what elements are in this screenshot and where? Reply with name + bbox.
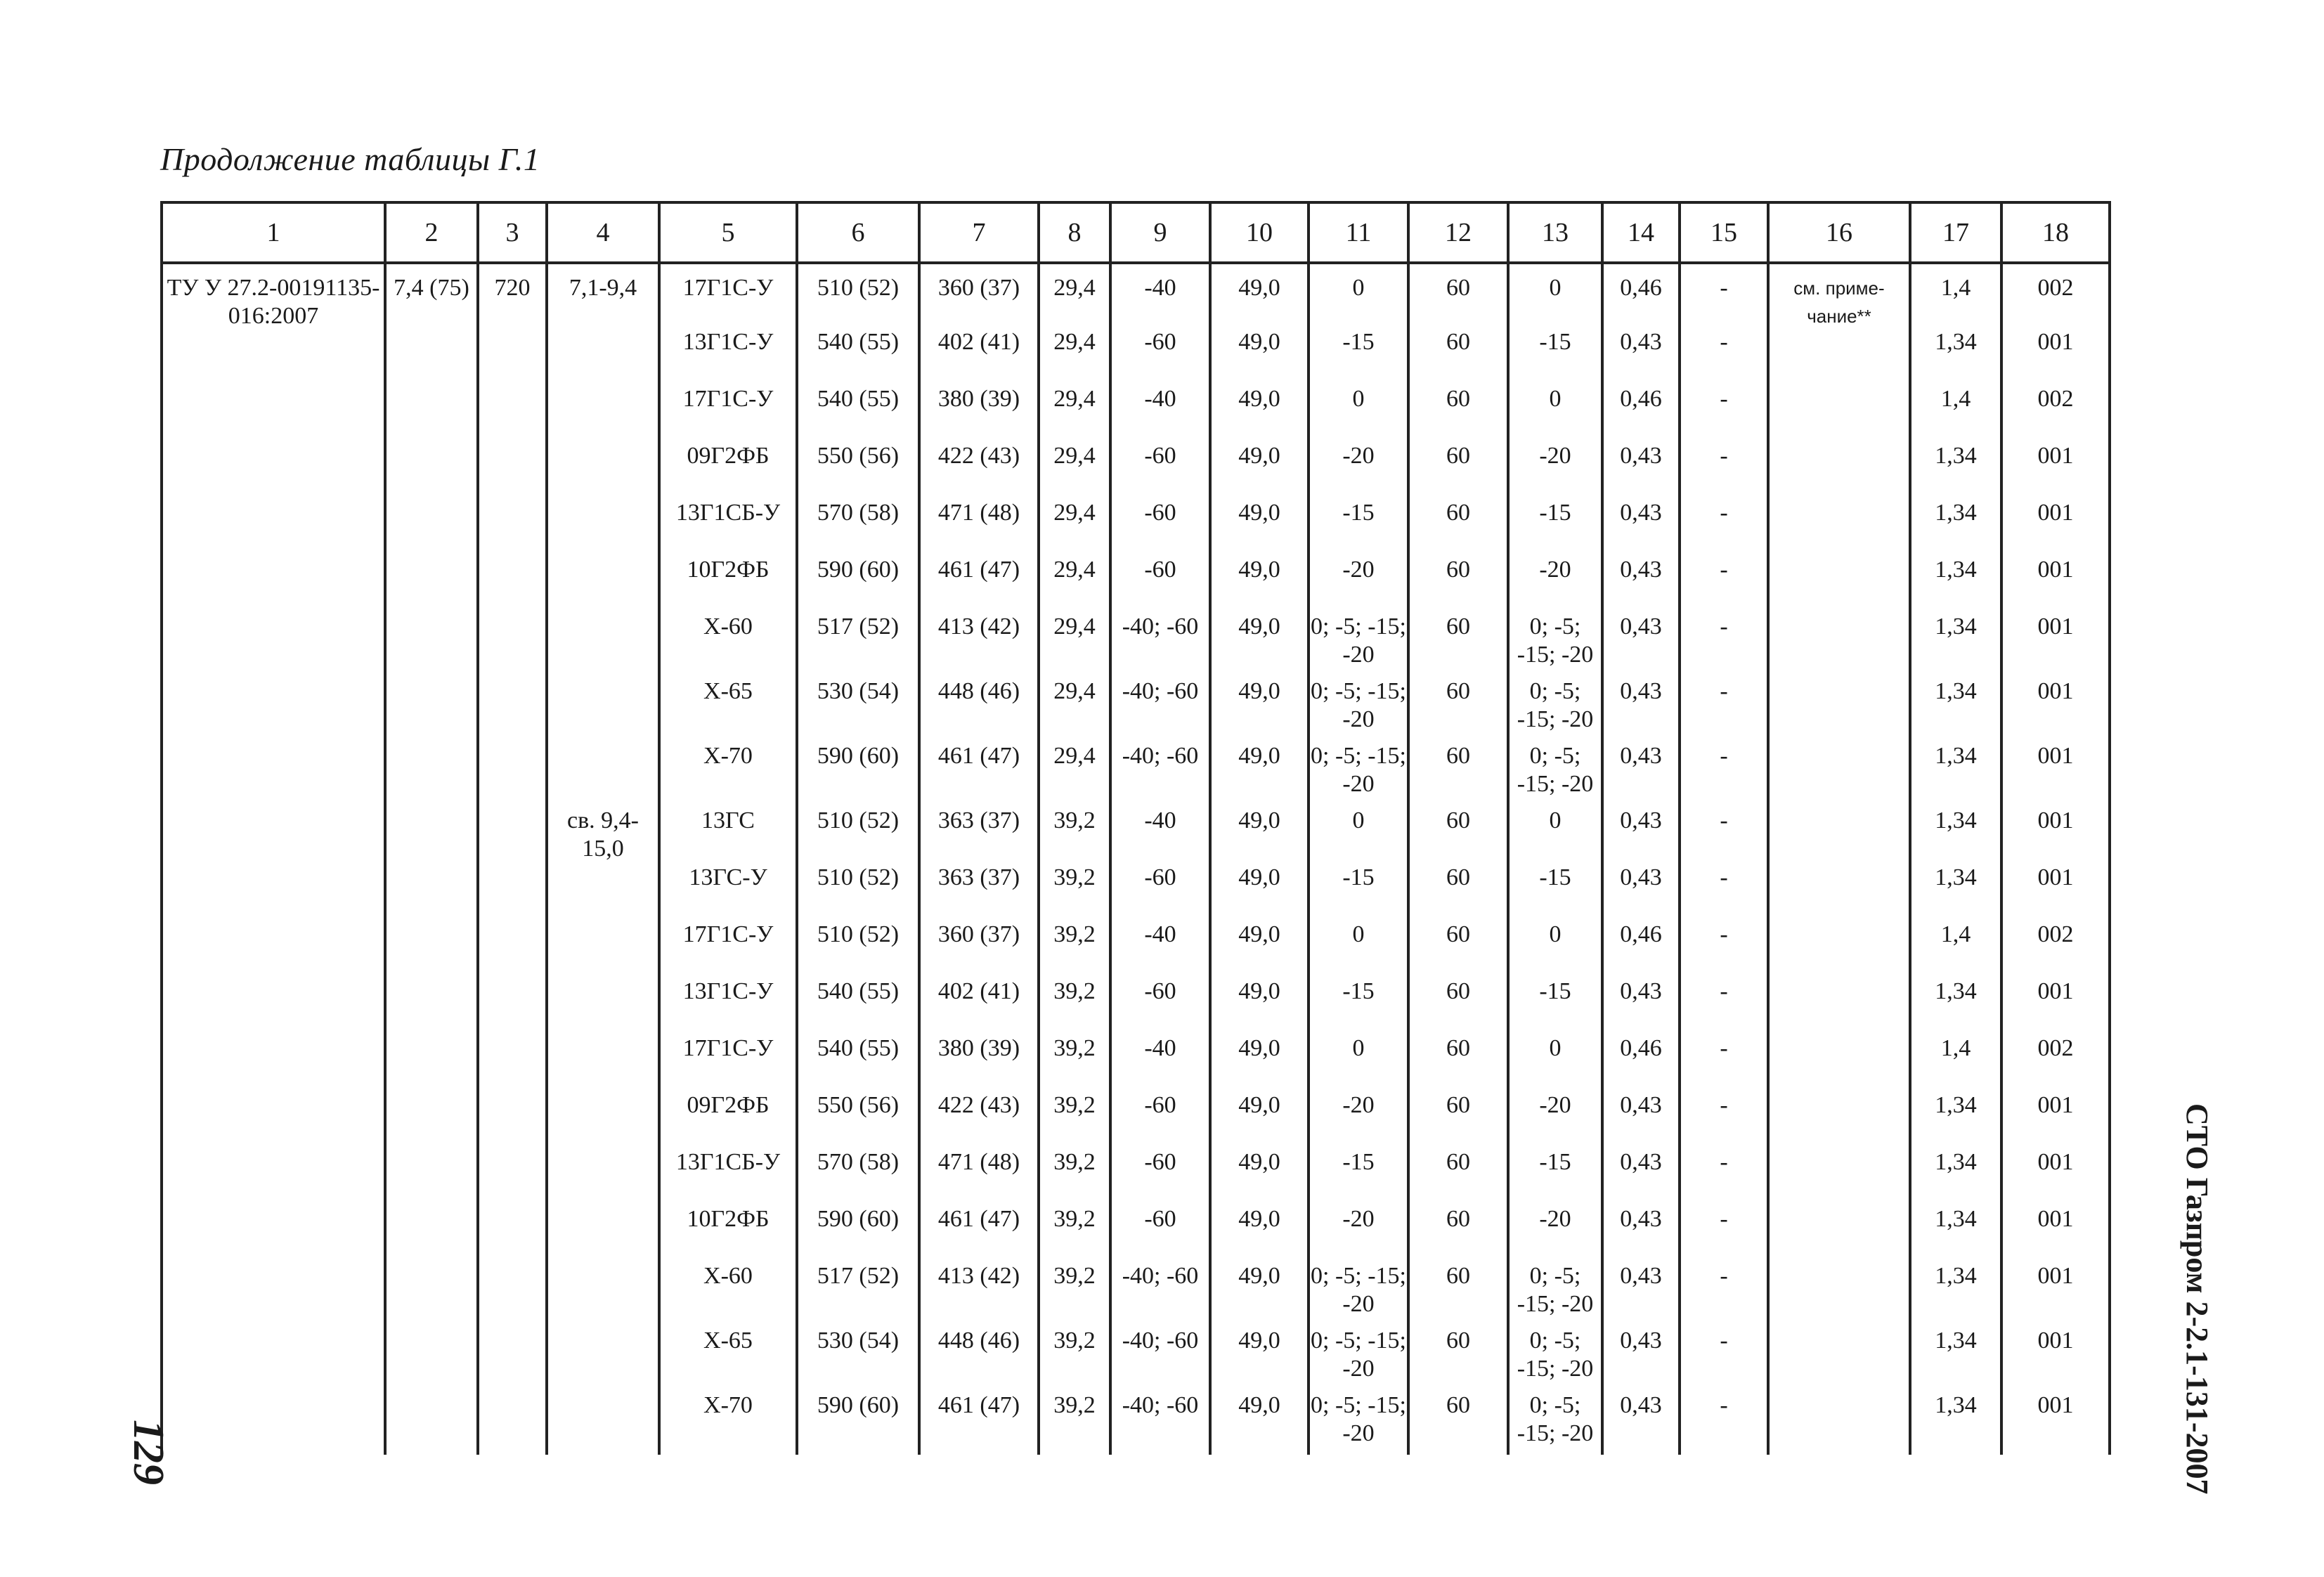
- cell-col-9: -60: [1110, 855, 1210, 912]
- cell-col-5: 17Г1С-У: [659, 912, 797, 969]
- cell-col-13: -15: [1508, 969, 1602, 1026]
- cell-col-13: -15: [1508, 1140, 1602, 1197]
- cell-col-6: 510 (52): [797, 263, 919, 320]
- table-row: [162, 263, 2110, 320]
- cell-col-10: 49,0: [1210, 969, 1309, 1026]
- cell-col-12: 60: [1408, 1254, 1508, 1318]
- thickness-range-cell: 7,1-9,4: [547, 263, 659, 798]
- cell-col-9: -60: [1110, 1197, 1210, 1254]
- cell-col-6: 550 (56): [797, 434, 919, 491]
- cell-col-6: 540 (55): [797, 377, 919, 434]
- cell-col-11: -20: [1309, 1083, 1408, 1140]
- column-header-9: 9: [1110, 202, 1210, 263]
- cell-col-8: 29,4: [1039, 547, 1110, 604]
- cell-col-14: 0,43: [1602, 320, 1680, 377]
- cell-col-5: X-65: [659, 669, 797, 734]
- cell-col-14: 0,43: [1602, 1254, 1680, 1318]
- cell-col-15: -: [1680, 912, 1768, 969]
- cell-col-15: -: [1680, 547, 1768, 604]
- cell-col-8: 29,4: [1039, 734, 1110, 798]
- cell-col-12: 60: [1408, 1383, 1508, 1455]
- cell-col-10: 49,0: [1210, 1383, 1309, 1455]
- cell-col-6: 530 (54): [797, 1318, 919, 1383]
- cell-col-7: 402 (41): [919, 969, 1039, 1026]
- cell-col-7: 461 (47): [919, 734, 1039, 798]
- cell-col-13: 0: [1508, 377, 1602, 434]
- cell-col-7: 363 (37): [919, 798, 1039, 855]
- cell-col-5: 09Г2ФБ: [659, 434, 797, 491]
- cell-col-8: 39,2: [1039, 1026, 1110, 1083]
- cell-col-5: 17Г1С-У: [659, 377, 797, 434]
- cell-col-14: 0,43: [1602, 434, 1680, 491]
- cell-col-6: 590 (60): [797, 734, 919, 798]
- diameter-cell: 7,4 (75): [385, 263, 478, 1455]
- cell-col-7: 413 (42): [919, 604, 1039, 669]
- cell-col-10: 49,0: [1210, 1197, 1309, 1254]
- cell-col-6: 540 (55): [797, 1026, 919, 1083]
- cell-col-15: -: [1680, 1083, 1768, 1140]
- cell-col-8: 39,2: [1039, 1383, 1110, 1455]
- cell-col-11: -20: [1309, 1197, 1408, 1254]
- cell-col-17: 1,4: [1910, 1026, 2001, 1083]
- cell-col-9: -40; -60: [1110, 734, 1210, 798]
- cell-col-18: 001: [2001, 604, 2110, 669]
- cell-col-13: 0: [1508, 263, 1602, 320]
- cell-col-18: 001: [2001, 320, 2110, 377]
- cell-col-18: 001: [2001, 1318, 2110, 1383]
- cell-col-12: 60: [1408, 604, 1508, 669]
- cell-col-18: 001: [2001, 1140, 2110, 1197]
- cell-col-13: 0: [1508, 912, 1602, 969]
- cell-col-13: -20: [1508, 1197, 1602, 1254]
- cell-col-12: 60: [1408, 734, 1508, 798]
- cell-col-15: -: [1680, 855, 1768, 912]
- cell-col-17: 1,34: [1910, 547, 2001, 604]
- cell-col-15: -: [1680, 1026, 1768, 1083]
- cell-col-5: 13ГС-У: [659, 855, 797, 912]
- cell-col-5: X-60: [659, 1254, 797, 1318]
- cell-col-11: 0: [1309, 377, 1408, 434]
- cell-col-18: 001: [2001, 1254, 2110, 1318]
- cell-col-12: 60: [1408, 491, 1508, 547]
- cell-col-12: 60: [1408, 969, 1508, 1026]
- cell-col-10: 49,0: [1210, 434, 1309, 491]
- cell-col-14: 0,43: [1602, 1383, 1680, 1455]
- cell-col-7: 448 (46): [919, 669, 1039, 734]
- cell-col-12: 60: [1408, 669, 1508, 734]
- cell-col-18: 001: [2001, 491, 2110, 547]
- cell-col-9: -40: [1110, 263, 1210, 320]
- cell-col-14: 0,43: [1602, 669, 1680, 734]
- cell-col-7: 461 (47): [919, 547, 1039, 604]
- cell-col-6: 570 (58): [797, 491, 919, 547]
- cell-col-11: -20: [1309, 434, 1408, 491]
- cell-col-8: 29,4: [1039, 320, 1110, 377]
- cell-col-11: -15: [1309, 320, 1408, 377]
- cell-col-17: 1,34: [1910, 1318, 2001, 1383]
- cell-col-7: 422 (43): [919, 434, 1039, 491]
- cell-col-11: -15: [1309, 855, 1408, 912]
- cell-col-13: 0; -5; -15; -20: [1508, 1254, 1602, 1318]
- cell-col-8: 39,2: [1039, 1318, 1110, 1383]
- cell-col-17: 1,34: [1910, 669, 2001, 734]
- cell-col-6: 550 (56): [797, 1083, 919, 1140]
- cell-col-12: 60: [1408, 1083, 1508, 1140]
- cell-col-10: 49,0: [1210, 263, 1309, 320]
- column-header-14: 14: [1602, 202, 1680, 263]
- cell-col-9: -40: [1110, 377, 1210, 434]
- column-header-17: 17: [1910, 202, 2001, 263]
- cell-col-17: 1,34: [1910, 855, 2001, 912]
- column-header-16: 16: [1768, 202, 1910, 263]
- cell-col-12: 60: [1408, 377, 1508, 434]
- cell-col-7: 413 (42): [919, 1254, 1039, 1318]
- cell-col-14: 0,43: [1602, 1318, 1680, 1383]
- column-header-3: 3: [478, 202, 547, 263]
- cell-col-14: 0,43: [1602, 734, 1680, 798]
- cell-col-8: 29,4: [1039, 604, 1110, 669]
- cell-col-18: 001: [2001, 547, 2110, 604]
- cell-col-15: -: [1680, 434, 1768, 491]
- cell-col-10: 49,0: [1210, 377, 1309, 434]
- cell-col-10: 49,0: [1210, 912, 1309, 969]
- cell-col-8: 39,2: [1039, 1254, 1110, 1318]
- column-header-2: 2: [385, 202, 478, 263]
- cell-col-14: 0,46: [1602, 263, 1680, 320]
- cell-col-9: -40; -60: [1110, 604, 1210, 669]
- cell-col-17: 1,34: [1910, 798, 2001, 855]
- cell-col-6: 530 (54): [797, 669, 919, 734]
- cell-col-12: 60: [1408, 855, 1508, 912]
- cell-col-18: 002: [2001, 912, 2110, 969]
- cell-col-6: 590 (60): [797, 1197, 919, 1254]
- cell-col-14: 0,43: [1602, 1197, 1680, 1254]
- cell-col-11: 0: [1309, 1026, 1408, 1083]
- cell-col-5: 13Г1СБ-У: [659, 1140, 797, 1197]
- cell-col-17: 1,34: [1910, 1254, 2001, 1318]
- cell-col-12: 60: [1408, 434, 1508, 491]
- cell-col-14: 0,43: [1602, 604, 1680, 669]
- cell-col-8: 39,2: [1039, 855, 1110, 912]
- cell-col-14: 0,46: [1602, 1026, 1680, 1083]
- cell-col-18: 002: [2001, 1026, 2110, 1083]
- cell-col-15: -: [1680, 1254, 1768, 1318]
- cell-col-18: 001: [2001, 669, 2110, 734]
- cell-col-6: 510 (52): [797, 912, 919, 969]
- size-cell: 720: [478, 263, 547, 1455]
- cell-col-6: 540 (55): [797, 969, 919, 1026]
- cell-col-13: -20: [1508, 547, 1602, 604]
- cell-col-15: -: [1680, 320, 1768, 377]
- thickness-range-cell: св. 9,4-15,0: [547, 798, 659, 1455]
- cell-col-18: 001: [2001, 1197, 2110, 1254]
- cell-col-18: 001: [2001, 734, 2110, 798]
- cell-col-17: 1,34: [1910, 1197, 2001, 1254]
- column-header-6: 6: [797, 202, 919, 263]
- cell-col-17: 1,4: [1910, 263, 2001, 320]
- cell-col-10: 49,0: [1210, 1026, 1309, 1083]
- cell-col-18: 001: [2001, 798, 2110, 855]
- cell-col-10: 49,0: [1210, 547, 1309, 604]
- cell-col-12: 60: [1408, 1140, 1508, 1197]
- cell-col-15: -: [1680, 798, 1768, 855]
- cell-col-6: 510 (52): [797, 798, 919, 855]
- cell-col-11: -20: [1309, 547, 1408, 604]
- cell-col-7: 380 (39): [919, 1026, 1039, 1083]
- cell-col-15: -: [1680, 1197, 1768, 1254]
- cell-col-11: -15: [1309, 969, 1408, 1026]
- cell-col-12: 60: [1408, 263, 1508, 320]
- cell-col-15: -: [1680, 263, 1768, 320]
- cell-col-9: -60: [1110, 320, 1210, 377]
- cell-col-17: 1,34: [1910, 434, 2001, 491]
- cell-col-9: -60: [1110, 547, 1210, 604]
- cell-col-5: 13Г1С-У: [659, 320, 797, 377]
- cell-col-14: 0,43: [1602, 969, 1680, 1026]
- cell-col-17: 1,34: [1910, 320, 2001, 377]
- column-header-8: 8: [1039, 202, 1110, 263]
- column-header-10: 10: [1210, 202, 1309, 263]
- cell-col-7: 422 (43): [919, 1083, 1039, 1140]
- table-caption: Продолжение таблицы Г.1: [160, 141, 540, 177]
- column-header-5: 5: [659, 202, 797, 263]
- cell-col-13: 0: [1508, 1026, 1602, 1083]
- cell-col-6: 540 (55): [797, 320, 919, 377]
- cell-col-8: 39,2: [1039, 969, 1110, 1026]
- cell-col-11: -15: [1309, 491, 1408, 547]
- cell-col-11: 0: [1309, 912, 1408, 969]
- cell-col-11: 0: [1309, 263, 1408, 320]
- cell-col-7: 360 (37): [919, 263, 1039, 320]
- cell-col-11: 0: [1309, 798, 1408, 855]
- cell-col-8: 29,4: [1039, 377, 1110, 434]
- cell-col-9: -60: [1110, 1083, 1210, 1140]
- cell-col-13: -15: [1508, 491, 1602, 547]
- cell-col-15: -: [1680, 1140, 1768, 1197]
- cell-col-18: 001: [2001, 1383, 2110, 1455]
- cell-col-7: 461 (47): [919, 1383, 1039, 1455]
- cell-col-10: 49,0: [1210, 320, 1309, 377]
- cell-col-18: 001: [2001, 1083, 2110, 1140]
- cell-col-14: 0,46: [1602, 912, 1680, 969]
- cell-col-5: X-70: [659, 1383, 797, 1455]
- cell-col-18: 001: [2001, 969, 2110, 1026]
- cell-col-13: -15: [1508, 320, 1602, 377]
- cell-col-8: 29,4: [1039, 669, 1110, 734]
- cell-col-13: -15: [1508, 855, 1602, 912]
- cell-col-18: 002: [2001, 263, 2110, 320]
- cell-col-13: -20: [1508, 434, 1602, 491]
- cell-col-8: 29,4: [1039, 434, 1110, 491]
- cell-col-17: 1,34: [1910, 1083, 2001, 1140]
- cell-col-8: 39,2: [1039, 912, 1110, 969]
- cell-col-6: 570 (58): [797, 1140, 919, 1197]
- cell-col-7: 471 (48): [919, 1140, 1039, 1197]
- cell-col-10: 49,0: [1210, 1318, 1309, 1383]
- column-header-4: 4: [547, 202, 659, 263]
- cell-col-15: -: [1680, 491, 1768, 547]
- cell-col-15: -: [1680, 969, 1768, 1026]
- cell-col-9: -60: [1110, 434, 1210, 491]
- cell-col-5: 13Г1С-У: [659, 969, 797, 1026]
- cell-col-6: 590 (60): [797, 1383, 919, 1455]
- cell-col-13: 0; -5; -15; -20: [1508, 604, 1602, 669]
- cell-col-11: 0; -5; -15; -20: [1309, 1383, 1408, 1455]
- cell-col-17: 1,34: [1910, 1383, 2001, 1455]
- cell-col-9: -60: [1110, 969, 1210, 1026]
- cell-col-12: 60: [1408, 1026, 1508, 1083]
- cell-col-15: -: [1680, 669, 1768, 734]
- cell-col-17: 1,4: [1910, 377, 2001, 434]
- cell-col-9: -40: [1110, 912, 1210, 969]
- cell-col-13: 0; -5; -15; -20: [1508, 1318, 1602, 1383]
- cell-col-11: 0; -5; -15; -20: [1309, 604, 1408, 669]
- cell-col-10: 49,0: [1210, 669, 1309, 734]
- cell-col-14: 0,43: [1602, 547, 1680, 604]
- cell-col-13: -20: [1508, 1083, 1602, 1140]
- cell-col-9: -60: [1110, 1140, 1210, 1197]
- cell-col-12: 60: [1408, 1318, 1508, 1383]
- cell-col-14: 0,46: [1602, 377, 1680, 434]
- cell-col-7: 448 (46): [919, 1318, 1039, 1383]
- cell-col-11: 0; -5; -15; -20: [1309, 1318, 1408, 1383]
- cell-col-15: -: [1680, 734, 1768, 798]
- cell-col-5: 09Г2ФБ: [659, 1083, 797, 1140]
- cell-col-10: 49,0: [1210, 1254, 1309, 1318]
- cell-col-14: 0,43: [1602, 1083, 1680, 1140]
- cell-col-9: -40; -60: [1110, 669, 1210, 734]
- cell-col-10: 49,0: [1210, 734, 1309, 798]
- cell-col-5: X-65: [659, 1318, 797, 1383]
- cell-col-17: 1,34: [1910, 604, 2001, 669]
- cell-col-6: 510 (52): [797, 855, 919, 912]
- cell-col-5: 13ГС: [659, 798, 797, 855]
- cell-col-12: 60: [1408, 1197, 1508, 1254]
- spec-cell: ТУ У 27.2-00191135-016:2007: [162, 263, 385, 1455]
- cell-col-12: 60: [1408, 798, 1508, 855]
- cell-col-5: 10Г2ФБ: [659, 1197, 797, 1254]
- cell-col-5: X-70: [659, 734, 797, 798]
- cell-col-15: -: [1680, 604, 1768, 669]
- cell-col-14: 0,43: [1602, 855, 1680, 912]
- cell-col-5: X-60: [659, 604, 797, 669]
- cell-col-13: 0; -5; -15; -20: [1508, 734, 1602, 798]
- cell-col-13: 0: [1508, 798, 1602, 855]
- cell-col-10: 49,0: [1210, 1140, 1309, 1197]
- cell-col-7: 461 (47): [919, 1197, 1039, 1254]
- cell-col-9: -40: [1110, 1026, 1210, 1083]
- cell-col-7: 402 (41): [919, 320, 1039, 377]
- cell-col-7: 360 (37): [919, 912, 1039, 969]
- cell-col-18: 001: [2001, 434, 2110, 491]
- cell-col-17: 1,34: [1910, 734, 2001, 798]
- cell-col-10: 49,0: [1210, 1083, 1309, 1140]
- cell-col-12: 60: [1408, 320, 1508, 377]
- column-header-12: 12: [1408, 202, 1508, 263]
- cell-col-18: 002: [2001, 377, 2110, 434]
- cell-col-9: -60: [1110, 491, 1210, 547]
- cell-col-10: 49,0: [1210, 798, 1309, 855]
- cell-col-8: 39,2: [1039, 1083, 1110, 1140]
- table-body: [162, 263, 2110, 1455]
- cell-col-9: -40; -60: [1110, 1318, 1210, 1383]
- cell-col-8: 39,2: [1039, 1197, 1110, 1254]
- cell-col-11: 0; -5; -15; -20: [1309, 734, 1408, 798]
- cell-col-7: 471 (48): [919, 491, 1039, 547]
- cell-col-6: 590 (60): [797, 547, 919, 604]
- column-header-7: 7: [919, 202, 1039, 263]
- cell-col-10: 49,0: [1210, 491, 1309, 547]
- column-header-11: 11: [1309, 202, 1408, 263]
- cell-col-15: -: [1680, 377, 1768, 434]
- cell-col-15: -: [1680, 1318, 1768, 1383]
- column-header-15: 15: [1680, 202, 1768, 263]
- cell-col-6: 517 (52): [797, 604, 919, 669]
- cell-col-10: 49,0: [1210, 855, 1309, 912]
- cell-col-5: 13Г1СБ-У: [659, 491, 797, 547]
- cell-col-5: 17Г1С-У: [659, 263, 797, 320]
- cell-col-14: 0,43: [1602, 1140, 1680, 1197]
- cell-col-8: 39,2: [1039, 1140, 1110, 1197]
- cell-col-5: 17Г1С-У: [659, 1026, 797, 1083]
- cell-col-12: 60: [1408, 912, 1508, 969]
- cell-col-11: 0; -5; -15; -20: [1309, 1254, 1408, 1318]
- cell-col-13: 0; -5; -15; -20: [1508, 669, 1602, 734]
- cell-col-7: 380 (39): [919, 377, 1039, 434]
- cell-col-9: -40: [1110, 798, 1210, 855]
- column-header-18: 18: [2001, 202, 2110, 263]
- note-cell: см. приме-чание**: [1768, 263, 1910, 1455]
- cell-col-8: 39,2: [1039, 798, 1110, 855]
- cell-col-18: 001: [2001, 855, 2110, 912]
- cell-col-8: 29,4: [1039, 491, 1110, 547]
- cell-col-12: 60: [1408, 547, 1508, 604]
- cell-col-13: 0; -5; -15; -20: [1508, 1383, 1602, 1455]
- cell-col-8: 29,4: [1039, 263, 1110, 320]
- header-row: [162, 202, 2110, 263]
- cell-col-11: 0; -5; -15; -20: [1309, 669, 1408, 734]
- cell-col-6: 517 (52): [797, 1254, 919, 1318]
- cell-col-15: -: [1680, 1383, 1768, 1455]
- cell-col-5: 10Г2ФБ: [659, 547, 797, 604]
- cell-col-10: 49,0: [1210, 604, 1309, 669]
- cell-col-11: -15: [1309, 1140, 1408, 1197]
- data-table: [160, 201, 2111, 1455]
- cell-col-7: 363 (37): [919, 855, 1039, 912]
- column-header-1: 1: [162, 202, 385, 263]
- document-code: СТО Газпром 2-2.1-131-2007: [2180, 1103, 2214, 1495]
- cell-col-17: 1,34: [1910, 491, 2001, 547]
- page-number: 129: [124, 1420, 172, 1485]
- cell-col-14: 0,43: [1602, 491, 1680, 547]
- column-header-13: 13: [1508, 202, 1602, 263]
- cell-col-17: 1,34: [1910, 1140, 2001, 1197]
- cell-col-9: -40; -60: [1110, 1383, 1210, 1455]
- cell-col-17: 1,34: [1910, 969, 2001, 1026]
- cell-col-17: 1,4: [1910, 912, 2001, 969]
- cell-col-14: 0,43: [1602, 798, 1680, 855]
- cell-col-9: -40; -60: [1110, 1254, 1210, 1318]
